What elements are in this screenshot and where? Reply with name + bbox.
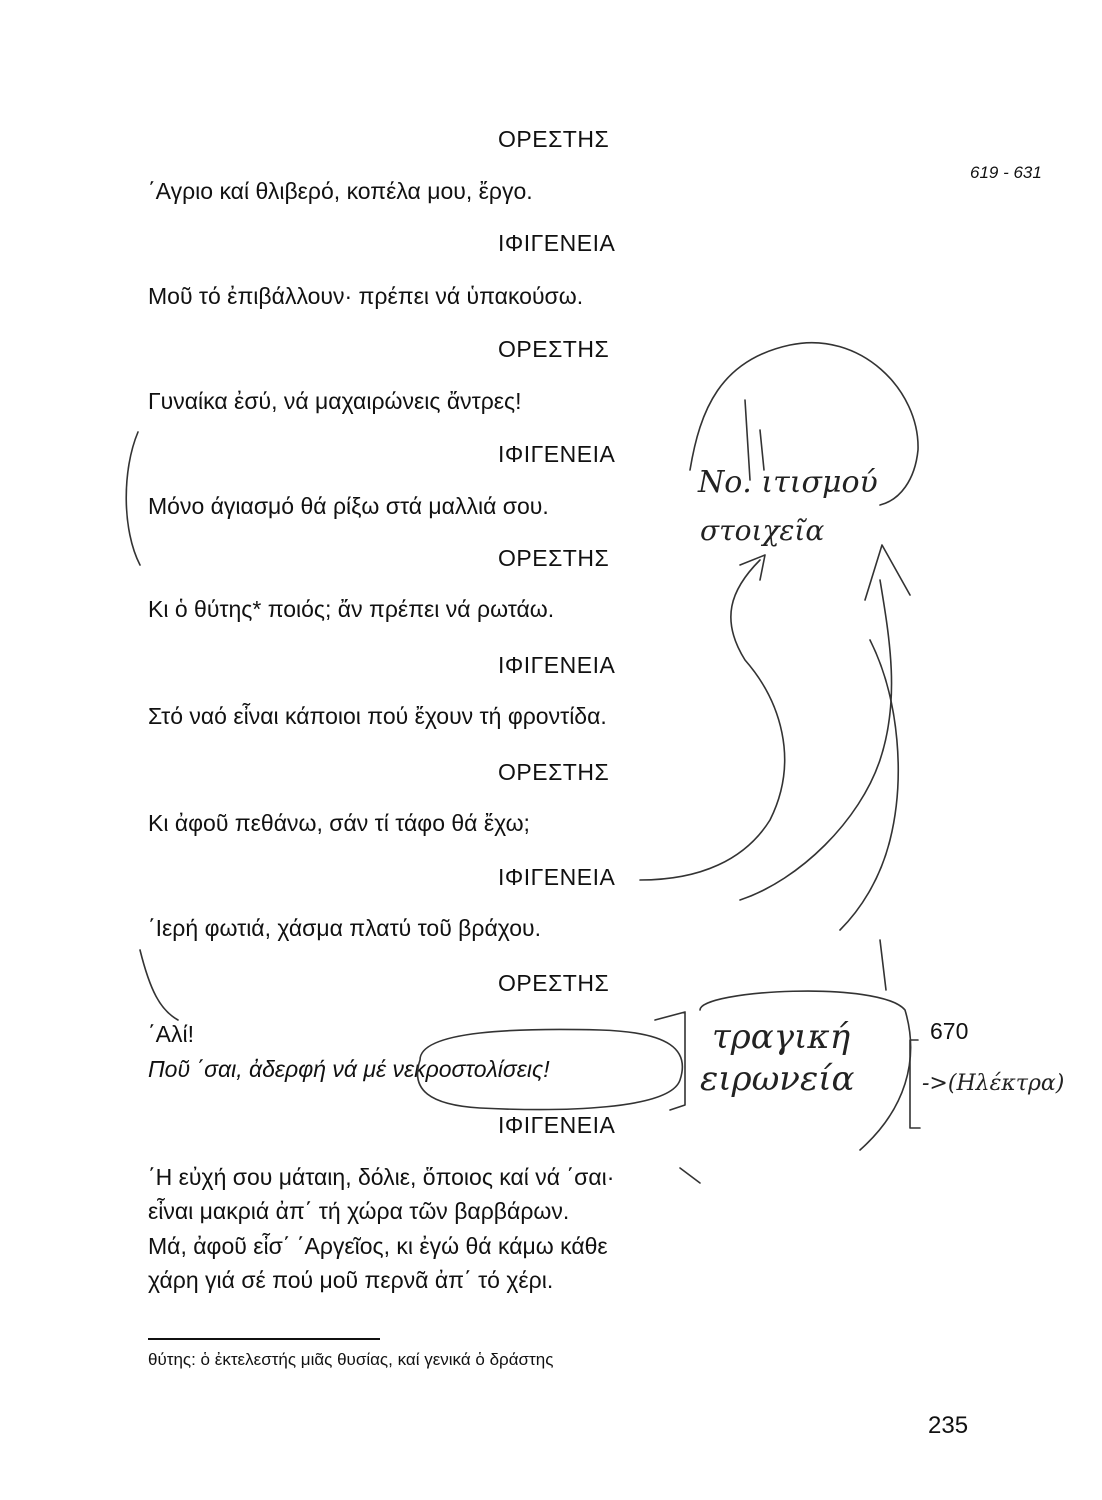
handwritten-note-line: τραγική [712, 1017, 851, 1057]
bracket-mark [910, 1040, 920, 1128]
speaker-name: ΟΡΕΣΤΗΣ [498, 970, 610, 996]
verse-range: 619 - 631 [970, 163, 1042, 182]
verse-line: ΄Ιερή φωτιά, χάσμα πλατύ τοῦ βράχου. [148, 915, 541, 941]
verse-line: Κι ὁ θύτης* ποιός; ἄν πρέπει νά ρωτάω. [148, 596, 555, 622]
verse-line: ΄Αλί! [148, 1021, 194, 1047]
tail-stroke [680, 1168, 700, 1183]
verse-line: Μόνο άγιασμό θά ρίξω στά μαλλιά σου. [148, 493, 549, 519]
arrow-curve [740, 580, 892, 900]
verse-line: ΄Η εὐχή σου μάταιη, δόλιε, ὅποιος καί νά ΄σαι· [148, 1164, 615, 1190]
left-bracket-mark [126, 432, 140, 565]
verse-line: εἶναι μακριά ἀπ΄ τή χώρα τῶν βαρβάρων. [148, 1198, 570, 1224]
handwritten-note-line: ειρωνεία [700, 1059, 855, 1099]
note-curve [880, 940, 886, 990]
verse-line: Μά, ἀφοῦ εἶσ΄ ΄Αργεῖος, κι ἐγώ θά κάμω κάθε [148, 1233, 608, 1259]
arrow-head [865, 545, 910, 600]
note-curve [700, 991, 911, 1150]
right-curve [840, 640, 898, 930]
loop-curve [690, 343, 918, 505]
handwritten-note-line: Νο. ιτισμού [698, 465, 878, 500]
loop-stroke [745, 400, 750, 480]
page-number: 235 [928, 1412, 969, 1439]
verse-line: ΄Αγριο καί θλιβερό, κοπέλα μου, ἔργο. [148, 178, 533, 204]
handwritten-note-line: στοιχεῖα [700, 514, 825, 547]
left-bracket-mark-lower [140, 950, 178, 1020]
speaker-name: ΙΦΙΓΕΝΕΙΑ [498, 1112, 616, 1138]
footnote-rule [148, 1338, 380, 1340]
speaker-name: ΙΦΙΓΕΝΕΙΑ [498, 441, 616, 467]
verse-line: Στό ναό εἶναι κάποιοι πού ἔχουν τή φροντίδα. [148, 703, 607, 729]
verse-line: Κι ἀφοῦ πεθάνω, σάν τί τάφο θά ἔχω; [148, 810, 530, 836]
speaker-name: ΟΡΕΣΤΗΣ [498, 759, 610, 785]
footnote: θύτης: ὁ ἐκτελεστής μιᾶς θυσίας, καί γενικά ὁ δράστης [148, 1350, 554, 1369]
line-number-marker: 670 [930, 1018, 969, 1044]
speaker-name: ΙΦΙΓΕΝΕΙΑ [498, 230, 616, 256]
verse-line: χάρη γιά σέ πού μοῦ περνᾶ ἀπ΄ τό χέρι. [148, 1267, 554, 1293]
verse-line: Γυναίκα ἐσύ, νά μαχαιρώνεις ἄντρες! [148, 388, 522, 414]
verse-line-italic: Ποῦ ΄σαι, ἀδερφή νά μέ νεκροστολίσεις! [148, 1056, 550, 1082]
loop-stroke [760, 430, 764, 470]
speaker-name: ΙΦΙΓΕΝΕΙΑ [498, 864, 616, 890]
bracket-mark [655, 1012, 685, 1110]
speaker-name: ΟΡΕΣΤΗΣ [498, 336, 610, 362]
arrow-curve [640, 560, 785, 880]
speaker-name: ΟΡΕΣΤΗΣ [498, 126, 610, 152]
verse-line: Μοῦ τό ἐπιβάλλουν· πρέπει νά ὑπακούσω. [148, 283, 584, 309]
speaker-name: ΟΡΕΣΤΗΣ [498, 545, 610, 571]
speaker-name: ΙΦΙΓΕΝΕΙΑ [498, 652, 616, 678]
arrow-head [740, 555, 765, 580]
handwritten-note-line: ->(Ηλέκτρα) [922, 1071, 1065, 1096]
